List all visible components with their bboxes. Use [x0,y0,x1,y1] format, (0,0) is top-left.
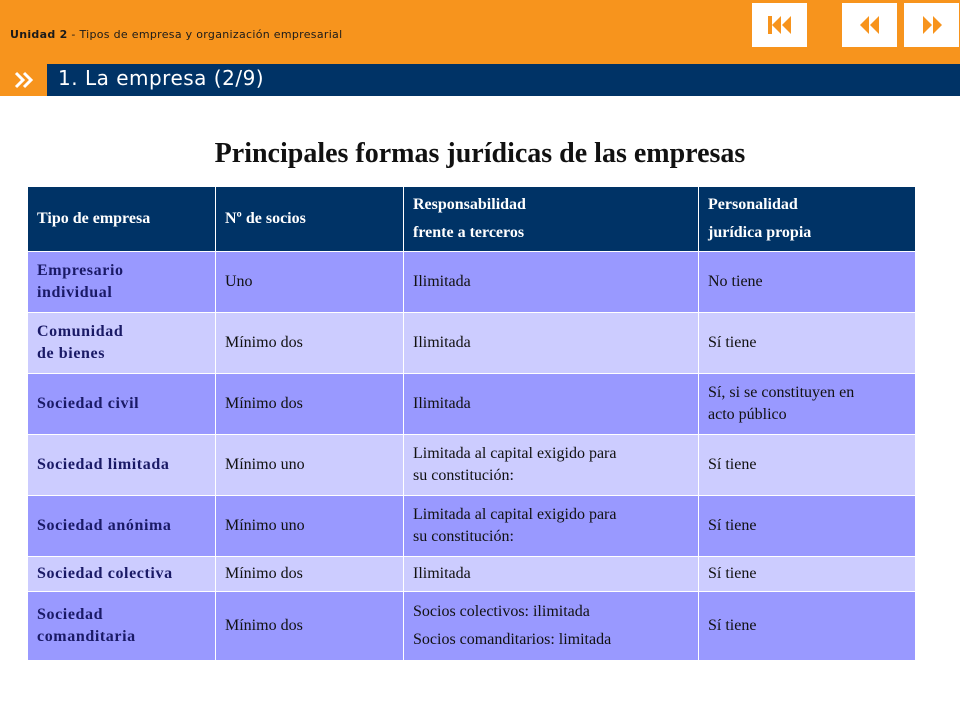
cell-line: Mínimo uno [225,456,305,473]
cell-line: Ilimitada [413,565,471,582]
table-cell [216,374,404,435]
cell-line: Limitada al capital exigido para [413,506,617,523]
cell-line: Limitada al capital exigido para [413,445,617,462]
unit-title: - Tipos de empresa y organización empresarial [67,28,343,41]
header-line: Nº de socios [225,210,306,227]
cell-line: individual [37,284,113,301]
cell-line: comanditaria [37,628,136,645]
first-page-button[interactable] [752,3,807,47]
table-cell [216,496,404,557]
table-row [28,592,916,661]
cell-line: Sí tiene [708,517,757,534]
table-cell [699,374,916,435]
table-cell [28,252,216,313]
section-title: 1. La empresa (2/9) [58,66,265,90]
table-cell [216,592,404,661]
table-row [28,313,916,374]
table-cell [404,374,699,435]
double-chevron-right-icon [12,70,36,90]
table-cell [216,313,404,374]
cell-line: Sociedad limitada [37,456,170,473]
table-cell [404,592,699,661]
cell-line: Socios comanditarios: limitada [413,631,612,648]
table-cell [404,496,699,557]
skip-to-start-icon [766,14,794,36]
cell-line: su constitución: [413,528,514,545]
cell-line: Sí tiene [708,334,757,351]
table-row [28,557,916,592]
cell-line: Mínimo uno [225,517,305,534]
rewind-icon [858,14,882,36]
cell-line: acto público [708,406,787,423]
cell-line: Ilimitada [413,273,471,290]
previous-page-button[interactable] [842,3,897,47]
table-cell [404,557,699,592]
cell-line: Uno [225,273,253,290]
table-row [28,252,916,313]
section-marker [0,64,47,96]
header-cell [28,187,216,252]
table-header-row [28,187,916,252]
table-cell [216,252,404,313]
table-cell [699,496,916,557]
header-line: Personalidad [708,196,798,213]
cell-line: Sí tiene [708,565,757,582]
cell-line: Sociedad civil [37,395,140,412]
table-cell [699,592,916,661]
cell-line: Socios colectivos: ilimitada [413,603,590,620]
next-page-button[interactable] [904,3,959,47]
table-cell [404,252,699,313]
cell-line: Comunidad [37,323,124,340]
header-line: Tipo de empresa [37,210,151,227]
fast-forward-icon [920,14,944,36]
header-cell [404,187,699,252]
slide-title: Principales formas jurídicas de las empresas [214,138,746,169]
table-cell [404,313,699,374]
header-cell [216,187,404,252]
cell-line: Ilimitada [413,395,471,412]
table-cell [699,252,916,313]
cell-line: Sociedad colectiva [37,565,173,582]
cell-line: Mínimo dos [225,395,303,412]
table-cell [699,435,916,496]
top-bar [0,0,960,64]
table-cell [404,435,699,496]
table-row [28,435,916,496]
header-line: jurídica propia [708,224,812,241]
cell-line: su constitución: [413,467,514,484]
table-cell [28,592,216,661]
table-body [28,252,916,661]
header-line: frente a terceros [413,224,525,241]
table-cell [699,313,916,374]
table-row [28,374,916,435]
header-line: Responsabilidad [413,196,526,213]
table-cell [28,313,216,374]
cell-line: de bienes [37,345,106,362]
unit-label [10,28,342,41]
table-row [28,496,916,557]
cell-line: Ilimitada [413,334,471,351]
table-cell [699,557,916,592]
cell-line: Mínimo dos [225,565,303,582]
table-cell [28,496,216,557]
table-cell [216,435,404,496]
table-cell [28,435,216,496]
cell-line: Mínimo dos [225,334,303,351]
table-cell [216,557,404,592]
header-cell [699,187,916,252]
table-cell [28,374,216,435]
table-cell [28,557,216,592]
cell-line: Sociedad [37,606,104,623]
cell-line: Sí tiene [708,456,757,473]
cell-line: Sociedad anónima [37,517,172,534]
unit-number: Unidad 2 [10,28,68,41]
cell-line: No tiene [708,273,763,290]
cell-line: Sí, si se constituyen en [708,384,855,401]
cell-line: Mínimo dos [225,617,303,634]
cell-line: Sí tiene [708,617,757,634]
cell-line: Empresario [37,262,124,279]
legal-forms-table [27,186,916,661]
